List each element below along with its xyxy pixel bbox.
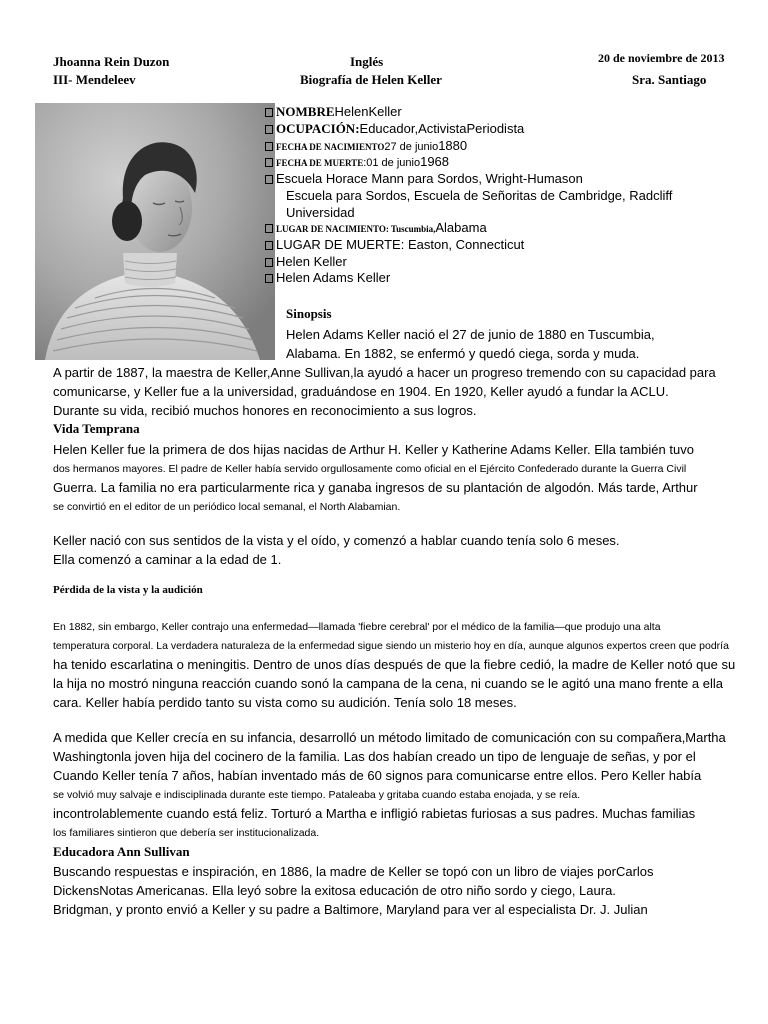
bullet-icon xyxy=(265,258,273,267)
fact-fecha-nacimiento: FECHA DE NACIMIENTO27 de junio1880 xyxy=(265,138,467,155)
bullet-icon xyxy=(265,158,273,167)
vida-line: dos hermanos mayores. El padre de Keller había servido orgullosamente como oficial en el Ejército Confederado durante la Guerra Civil xyxy=(53,463,687,475)
fact-nombre: NOMBREHelenKeller xyxy=(265,104,402,120)
educadora-line: DickensNotas Americanas. Ella leyó sobre la exitosa educación de otro niño sordo y ciego, Laura. xyxy=(53,883,616,898)
perdida-line: A medida que Keller crecía en su infancia, desarrolló un método limitado de comunicación con su compañera,Martha xyxy=(53,730,726,745)
fact-fecha-muerte: FECHA DE MUERTE:01 de junio1968 xyxy=(265,154,449,171)
student-class: III- Mendeleev xyxy=(53,72,136,87)
sinopsis-line: A partir de 1887, la maestra de Keller,Anne Sullivan,la ayudó a hacer un progreso tremendo con su capacidad para xyxy=(53,365,716,380)
bullet-icon xyxy=(265,241,273,250)
fact-escuela: Escuela Horace Mann para Sordos, Wright-Humason xyxy=(265,171,583,187)
bullet-icon xyxy=(265,108,273,117)
subject-label: Inglés xyxy=(350,54,384,69)
perdida-line: ha tenido escarlatina o meningitis. Dentro de unos días después de que la fiebre cedió, la madre de Keller notó que su xyxy=(53,657,736,672)
bullet-icon xyxy=(265,274,273,283)
perdida-line: la hija no mostró ninguna reacción cuando sonó la campana de la cena, ni cuando se le agitó una mano frente a ella xyxy=(53,676,723,691)
perdida-line: incontrolablemente cuando está feliz. Torturó a Martha e infligió rabietas furiosas a sus padres. Muchas familias xyxy=(53,806,696,821)
perdida-line: Cuando Keller tenía 7 años, habían inventado más de 60 signos para comunicarse entre ellos. Pero Keller había xyxy=(53,768,702,783)
document-title: Biografía de Helen Keller xyxy=(300,72,442,87)
sinopsis-line: Helen Adams Keller nació el 27 de junio de 1880 en Tuscumbia, xyxy=(286,327,655,342)
teacher-name: Sra. Santiago xyxy=(632,72,707,87)
educadora-heading: Educadora Ann Sullivan xyxy=(53,844,190,859)
bullet-icon xyxy=(265,175,273,184)
vida-line: Keller nació con sus sentidos de la vista y el oído, y comenzó a hablar cuando tenía solo 6 meses. xyxy=(53,533,620,548)
perdida-line: temperatura corporal. La verdadera naturaleza de la enfermedad sigue siendo un misterio hoy en día, aunque algunos expertos creen que podría xyxy=(53,640,729,652)
sinopsis-heading: Sinopsis xyxy=(286,306,332,321)
perdida-line: Washingtonla joven hija del cocinero de la familia. Las dos habían creado un tipo de lenguaje de señas, y por el xyxy=(53,749,696,764)
vida-line: se convirtió en el editor de un periódico local semanal, el North Alabamian. xyxy=(53,501,401,513)
fact-lugar-nacimiento: LUGAR DE NACIMIENTO: Tuscumbia,Alabama xyxy=(265,220,487,237)
vida-line: Ella comenzó a caminar a la edad de 1. xyxy=(53,552,282,567)
sinopsis-line: Alabama. En 1882, se enfermó y quedó ciega, sorda y muda. xyxy=(286,346,640,361)
educadora-line: Buscando respuestas e inspiración, en 1886, la madre de Keller se topó con un libro de viajes porCarlos xyxy=(53,864,654,879)
bullet-icon xyxy=(265,224,273,233)
perdida-line: En 1882, sin embargo, Keller contrajo una enfermedad—llamada 'fiebre cerebral' por el médico de la familia—que produjo una alta xyxy=(53,621,661,633)
bullet-icon xyxy=(265,125,273,134)
perdida-line: se volvió muy salvaje e indisciplinada durante este tiempo. Pataleaba y gritaba cuando estaba enojada, y se reía. xyxy=(53,789,581,801)
educadora-line: Bridgman, y pronto envió a Keller y su padre a Baltimore, Maryland para ver al especialista Dr. J. Julian xyxy=(53,902,648,917)
fact-escuela-line3: Universidad xyxy=(286,205,355,220)
perdida-line: los familiares sintieron que debería ser institucionalizada. xyxy=(53,827,320,839)
student-name: Jhoanna Rein Duzon xyxy=(53,54,170,69)
vida-line: Helen Keller fue la primera de dos hijas nacidas de Arthur H. Keller y Katherine Adams Keller. Ella también tuvo xyxy=(53,442,694,457)
fact-alias-2: Helen Adams Keller xyxy=(265,270,390,286)
fact-escuela-line2: Escuela para Sordos, Escuela de Señoritas de Cambridge, Radcliff xyxy=(286,188,673,203)
fact-alias-1: Helen Keller xyxy=(265,254,347,270)
perdida-heading: Pérdida de la vista y la audición xyxy=(53,584,203,596)
sinopsis-line: comunicarse, y Keller fue a la universidad, graduándose en 1904. En 1920, Keller ayudó a fundar la ACLU. xyxy=(53,384,669,399)
document-date: 20 de noviembre de 2013 xyxy=(598,51,725,65)
fact-lugar-muerte: LUGAR DE MUERTE: Easton, Connecticut xyxy=(265,237,524,253)
fact-ocupacion: OCUPACIÓN:Educador,ActivistaPeriodista xyxy=(265,121,524,137)
perdida-line: cara. Keller había perdido tanto su vista como su audición. Tenía solo 18 meses. xyxy=(53,695,517,710)
bullet-icon xyxy=(265,142,273,151)
helen-keller-portrait xyxy=(35,103,275,360)
vida-temprana-heading: Vida Temprana xyxy=(53,421,140,436)
vida-line: Guerra. La familia no era particularmente rica y ganaba ingresos de su plantación de algodón. Más tarde, Arthur xyxy=(53,480,698,495)
sinopsis-line: Durante su vida, recibió muchos honores en reconocimiento a sus logros. xyxy=(53,403,477,418)
